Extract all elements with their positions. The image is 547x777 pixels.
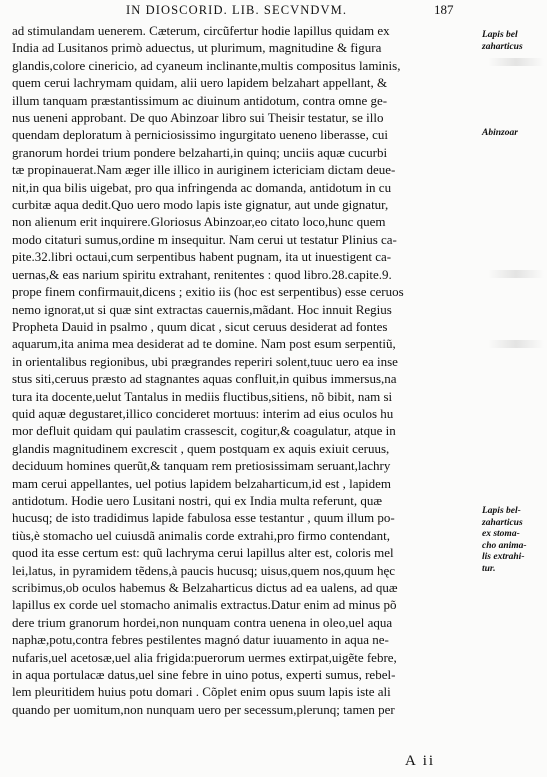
text-line: tiùs,è stomacho uel cuiusdã animalis corde extrahi,pro firmo contendant,	[12, 527, 390, 543]
text-line: illum tanquam præstantissimum ac diuinum antidotum, contra omne ge-	[12, 92, 388, 108]
margin-note-line: cho anima-	[482, 540, 527, 551]
text-line: mor defluit quidam qui paulatim crassescit, cogitur,& coagulatur, atque in	[12, 423, 396, 439]
text-line: granorum hordei trium pondere belzaharti,in quinq; unciis aquæ cucurbi	[12, 144, 388, 160]
text-line: quando per uomitum,non nunquam uero per secessum,plerunq; tamen per	[12, 701, 395, 717]
text-line: prope finem confirmauit,dicens ; exitio iis (hoc est serpentibus) esse ceruos	[12, 284, 404, 300]
text-line: nit,in qua bilis uigebat, pro qua infringenda ac domanda, antidotum in cu	[12, 179, 392, 195]
margin-note-lapis-belzahart	[482, 30, 544, 53]
text-line: modo citaturi sumus,ordine m insequitur. Nam cerui ut testatur Plinius ca-	[12, 231, 397, 247]
text-line: quendam deploratum à perniciosissimo ingurgitato ueneno liberasse, cui	[12, 127, 388, 143]
text-line: glandis magnitudinem excrescit , quem postquam ex aquis exiuit ceruus,	[12, 440, 390, 456]
text-line: tura ita docente,uelut Tantalus in mediis fluctibus,sitiens, nõ bibit, nam si	[12, 388, 393, 404]
text-line: quod ita esse certum est: quũ lachryma cerui lapillus alter est, coloris mel	[12, 545, 394, 561]
text-line: nemo ignorat,ut si quæ sint extractas cauernis,mãdant. Hoc innuit Regius	[12, 301, 392, 317]
text-line: antidotum. Hodie uero Lusitani nostri, qui ex India multa referunt, quæ	[12, 492, 383, 508]
bleed-through-mark	[488, 270, 544, 278]
margin-note-line: ex stoma-	[482, 529, 520, 540]
bleed-through-mark	[488, 340, 544, 348]
text-line: hucusq; de isto tradidimus lapide fabulosa esse testantur , quum illum po-	[12, 510, 395, 526]
text-line: mam cerui appellantes, uel potius lapidem belzaharticum,id est , lapidem	[12, 475, 392, 491]
margin-note-lapis-belzaharticus-ex-stomacho	[482, 506, 544, 576]
signature-mark: A ii	[405, 753, 436, 769]
main-text-block	[12, 22, 482, 718]
page-number: 187	[434, 2, 454, 17]
margin-note-line: zaharticus	[482, 517, 523, 528]
text-line: curbitæ aqua dedit.Quo uero modo lapis iste gignatur, aut unde gignatur,	[12, 197, 389, 213]
running-header	[0, 0, 547, 20]
margin-note-line: zaharticus	[482, 41, 523, 52]
text-line: deciduum homines querũt,& tanquam rem pretiosissimam seruant,lachry	[12, 458, 391, 474]
margin-note-line: Abinzoar	[482, 128, 518, 138]
text-line: Propheta Dauid in psalmo , quum dicat , sicut ceruus desiderat ad fontes	[12, 318, 388, 334]
text-line: ad stimulandam uenerem. Cæterum, circũfertur hodie lapillus quidam ex	[12, 23, 390, 38]
text-line: aquarum,ita anima mea desiderat ad te domine. Nam post esum serpentiũ,	[12, 336, 396, 352]
text-line: quid aquæ degustaret,illico concideret mortuus: interim ad eius oculos hu	[12, 405, 394, 421]
text-line: scribimus,ob oculos habemus & Belzaharticus dictus ad ea ualens, ad quæ	[12, 580, 398, 595]
text-line: lapillus ex corde uel stomacho animalis extractus.Datur enim ad minus põ	[12, 597, 397, 613]
text-line: India ad Lusitanos primò aduectus, ut plurimum, magnitudine & figura	[12, 40, 382, 56]
text-line: lem pleuritidem huius potu domari . Cõplet enim opus suum lapis iste ali	[12, 684, 391, 700]
text-line: in orientalibus regionibus, ubi prægrandes reperiri solent,tuuc uero ea inse	[12, 353, 398, 369]
text-line: glandis,colore cinericio, ad cyaneum inclinante,multis compositus laminis,	[12, 57, 401, 73]
text-line: tæ propinauerat.Nam æger ille illico in auriginem ictericiam dictam deue-	[12, 162, 396, 178]
text-line: uernas,& eas narium spiritu extrahant, renitentes : quod libro.28.capite.9.	[12, 266, 392, 282]
text-line: nus ueneni approbant. De quo Abinzoar libro sui Theisir testatur, se illo	[12, 110, 384, 126]
text-line: pite.32.libri octaui,cum serpentibus habent pugnam, ita ut inuestigent ca-	[12, 249, 392, 265]
text-line: naphæ,potu,contra febres pestilentes magnó datur iuuamento in aqua ne-	[12, 632, 389, 648]
text-line: nufaris,uel acetosæ,uel alia frigida:puerorum uermes extirpat,uigẽte febre,	[12, 649, 397, 665]
bleed-through-mark	[488, 58, 544, 66]
margin-note-line: Lapis bel	[482, 30, 518, 40]
text-line: quem cerui lachrymam quidam, alii uero lapidem belzahart appellant, &	[12, 75, 388, 91]
margin-note-line: Lapis bel-	[482, 506, 521, 516]
margin-note-line: tur.	[482, 563, 496, 574]
text-line: lei,latus, in pyramidem tẽdens,à paucis hucusq; uisus,quem nos,quum hęc	[12, 562, 396, 578]
text-line: dere trium granorum hordei,non nunquam contra uenena in oleo,uel aqua	[12, 614, 393, 630]
margin-note-line: lis extrahi-	[482, 552, 525, 563]
text-line: non alienum erit inquirere.Gloriosus Abinzoar,eo citato loco,hunc quem	[12, 214, 386, 230]
margin-note-abinzoar	[482, 128, 544, 140]
text-line: stus siti,ceruus præsto ad stagnantes aquas confluit,in quibus immersus,na	[12, 371, 397, 387]
text-line: in aqua portulacæ datus,uel sine febre in uino potus, experti sumus, rebel-	[12, 667, 396, 683]
running-title: IN DIOSCORID. LIB. SECVNDVM.	[126, 3, 348, 17]
